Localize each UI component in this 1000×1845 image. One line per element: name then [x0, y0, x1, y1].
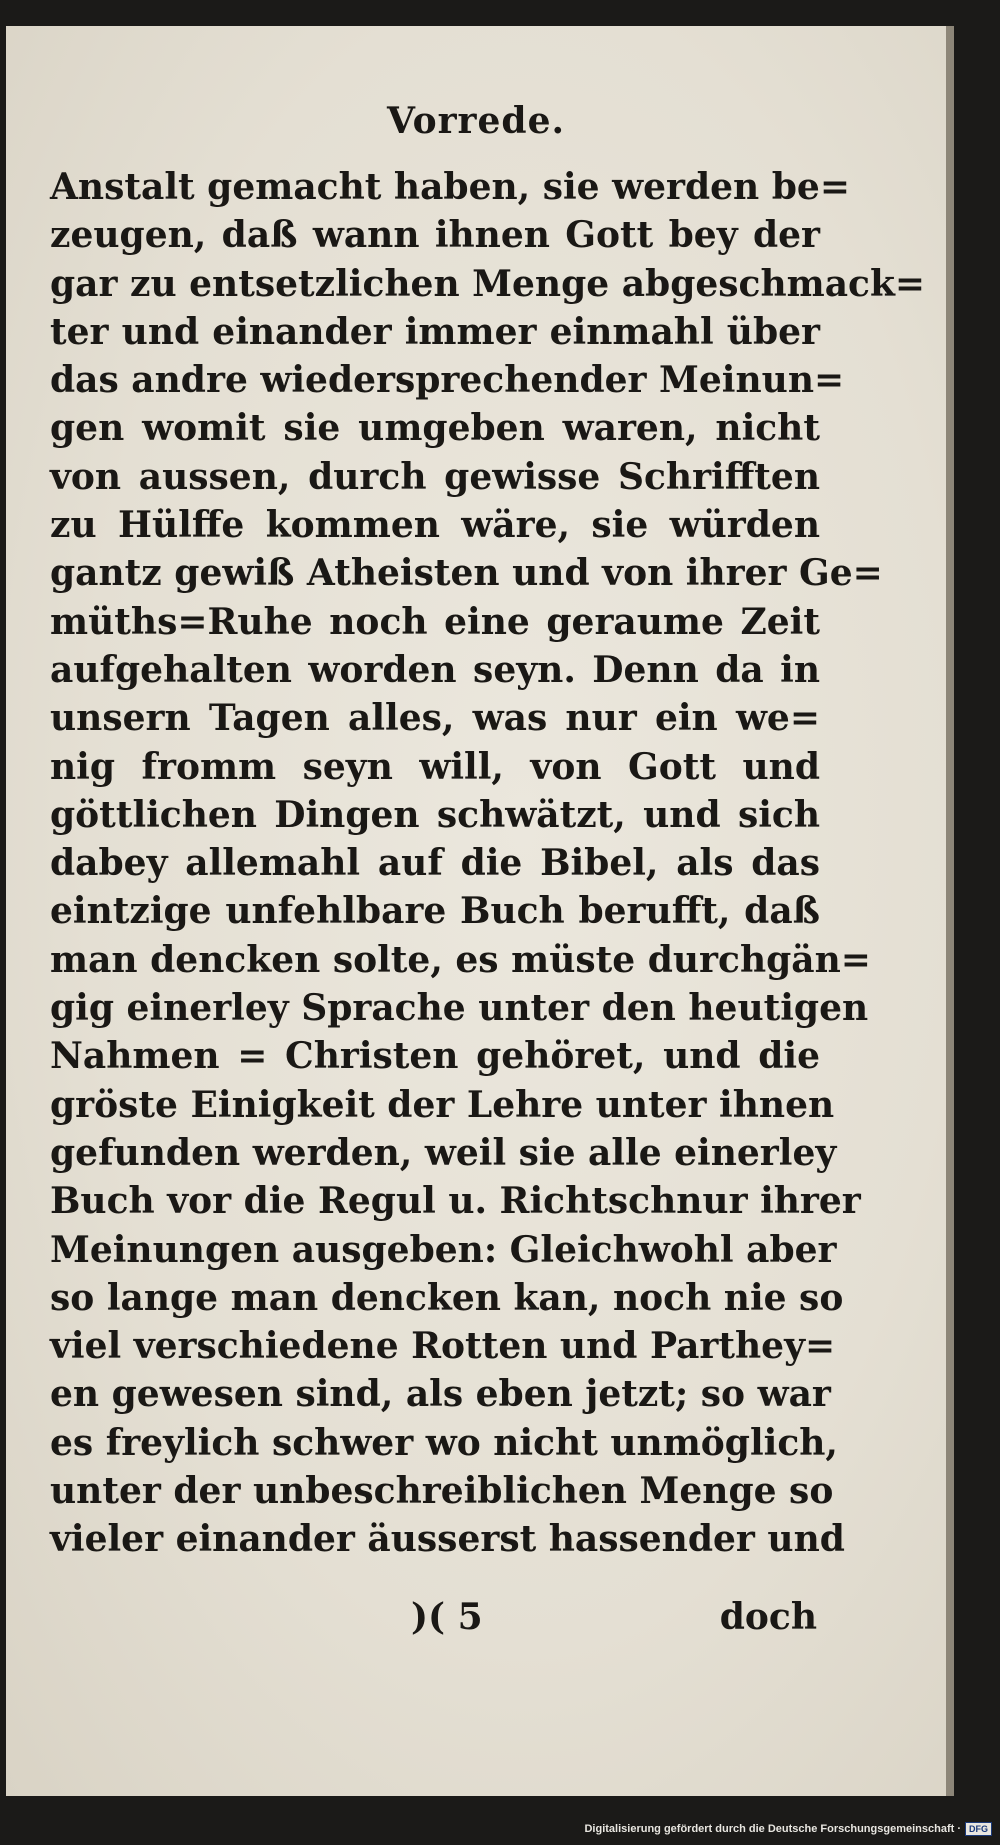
- text-line: es freylich schwer wo nicht unmöglich,: [50, 1421, 838, 1464]
- signature-mark: )( 5: [411, 1596, 483, 1638]
- text-line: dabey allemahl auf die Bibel, als das: [50, 842, 820, 885]
- text-line: gefunden werden, weil sie alle einerley: [50, 1131, 837, 1174]
- text-line: gen womit sie umgeben waren, nicht: [50, 407, 820, 450]
- text-line: nig fromm seyn will, von Gott und: [50, 745, 820, 788]
- text-line: so lange man dencken kan, noch nie so: [50, 1276, 844, 1319]
- text-line: gröste Einigkeit der Lehre unter ihnen: [50, 1083, 835, 1126]
- text-line: eintzige unfehlbare Buch berufft, daß: [50, 890, 820, 933]
- page-footer: [6, 1596, 946, 1646]
- digitization-credit: [584, 1822, 992, 1836]
- text-line: unter der unbeschreiblichen Menge so: [50, 1470, 834, 1513]
- text-line: gig einerley Sprache unter den heutigen: [50, 987, 869, 1030]
- text-line: viel verschiedene Rotten und Parthey=: [50, 1325, 836, 1368]
- catchword: doch: [719, 1596, 817, 1638]
- text-line: Nahmen = Christen gehöret, und die: [50, 1035, 820, 1078]
- text-line: von aussen, durch gewisse Schrifften: [50, 455, 820, 498]
- body-text: [50, 163, 926, 1564]
- text-line: ter und einander immer einmahl über: [50, 310, 820, 353]
- credit-text: Digitalisierung gefördert durch die Deutsche Forschungsgemeinschaft ·: [584, 1823, 961, 1835]
- text-line: aufgehalten worden seyn. Denn da in: [50, 648, 820, 691]
- text-line: en gewesen sind, als eben jetzt; so war: [50, 1373, 831, 1416]
- text-line: göttlichen Dingen schwätzt, und sich: [50, 793, 820, 836]
- text-line: Meinungen ausgeben: Gleichwohl aber: [50, 1228, 837, 1271]
- text-line: Anstalt gemacht haben, sie werden be=: [50, 166, 850, 208]
- text-line: unsern Tagen alles, was nur ein we=: [50, 697, 820, 740]
- text-line: das andre wiedersprechender Meinun=: [50, 359, 845, 402]
- text-line: Buch vor die Regul u. Richtschnur ihrer: [50, 1180, 861, 1223]
- text-line: gantz gewiß Atheisten und von ihrer Ge=: [50, 552, 883, 595]
- text-line: zu Hülffe kommen wäre, sie würden: [50, 504, 820, 547]
- text-line: vieler einander äusserst hassender und: [50, 1518, 845, 1561]
- page-edge: [946, 26, 954, 1796]
- dfg-logo: DFG: [965, 1822, 992, 1836]
- running-header: Vorrede.: [386, 100, 566, 142]
- book-page: [6, 26, 946, 1796]
- text-line: zeugen, daß wann ihnen Gott bey der: [50, 214, 820, 257]
- text-line: müths=Ruhe noch eine geraume Zeit: [50, 600, 820, 643]
- text-line: man dencken solte, es müste durchgän=: [50, 938, 871, 981]
- text-line: gar zu entsetzlichen Menge abgeschmack=: [50, 262, 926, 305]
